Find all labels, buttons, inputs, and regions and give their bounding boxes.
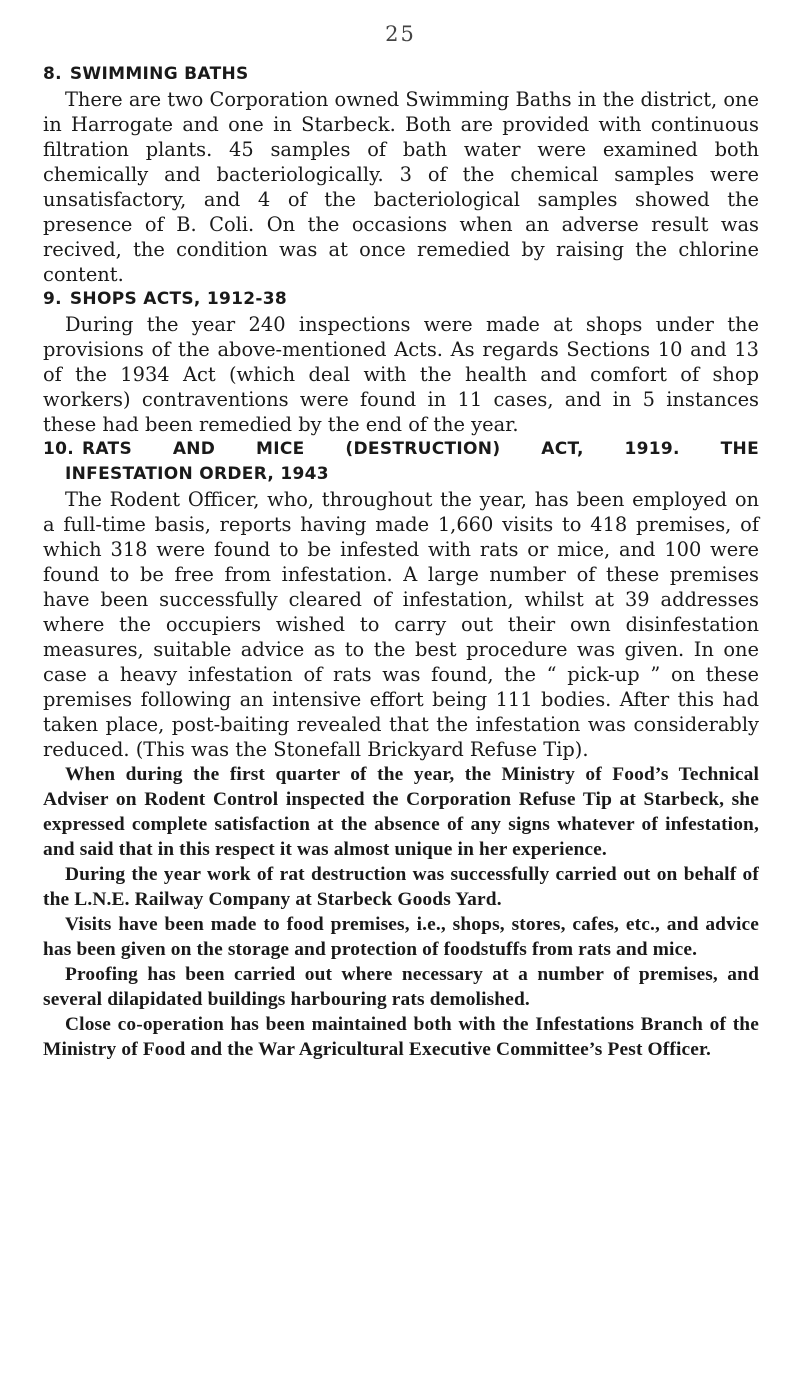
bold-paragraph-group	[43, 762, 759, 1062]
section-heading	[43, 62, 759, 87]
page-content	[43, 62, 759, 1062]
paragraph: Close co-operation has been maintained both with the Infestations Branch of the Ministry of Food and the War Agricultural Executive Committee’s Pest Officer.	[43, 1014, 759, 1060]
section-heading-continuation: INFESTATION ORDER, 1943	[65, 464, 329, 484]
section-swimming-baths	[43, 62, 759, 287]
section-shops-acts	[43, 287, 759, 437]
paragraph: During the year 240 inspections were made at shops under the provisions of the above-mentioned Acts. As regards Sections 10 and 13 of the 1934 Act (which deal with the health and comfort of shop workers) contraventions were found in 11 cases, and in 5 instances these had been remedied by the end of the year.	[43, 313, 759, 436]
paragraph: There are two Corporation owned Swimming Baths in the district, one in Harrogate and one in Starbeck. Both are provided with continuous filtration plants. 45 samples of bath water were examined both chemically and bacteriologically. 3 of the chemical samples were unsatisfactory, and 4 of the bacteriological samples showed the presence of B. Coli. On the occasions when an adverse result was recived, the condition was at once remedied by raising the chlorine content.	[43, 88, 759, 286]
section-number: 10.	[43, 439, 75, 459]
section-number: 9.	[43, 289, 62, 309]
section-title: SHOPS ACTS, 1912-38	[69, 289, 288, 309]
paragraph: Proofing has been carried out where necessary at a number of premises, and several dilapidated buildings harbouring rats demolished.	[43, 964, 759, 1010]
paragraph: During the year work of rat destruction was successfully carried out on behalf of the L.N.E. Railway Company at Starbeck Goods Yard.	[43, 864, 759, 910]
paragraph: Visits have been made to food premises, i.e., shops, stores, cafes, etc., and advice has been given on the storage and protection of foodstuffs from rats and mice.	[43, 914, 759, 960]
section-heading	[43, 287, 759, 312]
section-title-line1-end: THE	[720, 439, 759, 459]
paragraph: The Rodent Officer, who, throughout the year, has been employed on a full-time basis, reports having made 1,660 visits to 418 premises, of which 318 were found to be infested with rats or mice, and 100 were found to be free from infestation. A large number of these premises have been successfully cleared of infestation, whilst at 39 addresses where the occupiers wished to carry out their own disinfestation measures, suitable advice as to the best procedure was given. In one case a heavy infestation of rats was found, the “ pick-up ” on these premises following an intensive effort being 111 bodies. After this had taken place, post-baiting revealed that the infestation was considerably reduced. (This was the Stonefall Brickyard Refuse Tip).	[43, 488, 759, 761]
section-heading	[43, 437, 759, 462]
section-number: 8.	[43, 64, 62, 84]
paragraph: When during the first quarter of the year, the Ministry of Food’s Technical Adviser on Rodent Control inspected the Corporation Refuse Tip at Starbeck, she expressed complete satisfaction at the absence of any signs whatever of infestation, and said that in this respect it was almost unique in her experience.	[43, 764, 759, 860]
page-number: 25	[385, 22, 416, 46]
section-title: SWIMMING BATHS	[69, 64, 249, 84]
section-title-line1: RATS AND MICE (DESTRUCTION) ACT, 1919.	[82, 439, 680, 459]
section-rats-and-mice	[43, 437, 759, 1062]
